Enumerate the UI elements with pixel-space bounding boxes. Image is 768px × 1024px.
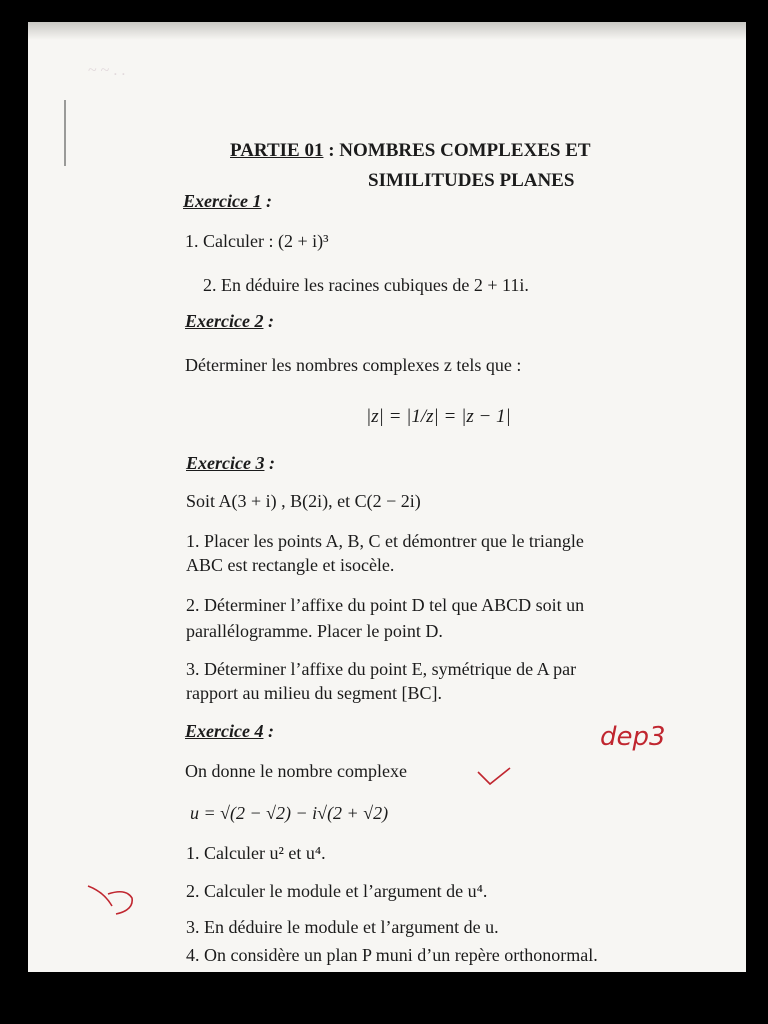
exercise-3-question-1-line-1: 1. Placer les points A, B, C et démontrer que le triangle xyxy=(186,531,584,551)
exercise-1-heading xyxy=(183,190,272,212)
exercise-3-question-3-line-1: 3. Déterminer l’affixe du point E, symétrique de A par xyxy=(186,659,577,679)
exercise-1-question-2: 2. En déduire les racines cubiques de 2 + 11i. xyxy=(203,275,529,295)
exam-sheet xyxy=(28,22,746,972)
exercise-2-formula: |z| = |1/z| = |z − 1| xyxy=(366,406,511,427)
exercise-4-question-1: 1. Calculer u² et u⁴. xyxy=(186,843,326,863)
exercise-4-label: Exercice 4 xyxy=(185,721,264,741)
title-part-rest: : NOMBRES COMPLEXES ET xyxy=(323,140,591,161)
exercise-3-question-1-line-2: ABC est rectangle et isocèle. xyxy=(186,555,395,575)
arrow-icon xyxy=(86,880,140,918)
exercise-3-question-2-line-2: parallélogramme. Placer le point D. xyxy=(186,621,443,641)
exercise-1-question-1: 1. Calculer : (2 + i)³ xyxy=(185,231,329,251)
checkmark-icon xyxy=(476,766,512,788)
handwritten-margin-note: dep3 xyxy=(600,722,666,752)
exercise-4-formula: u = √(2 − √2) − i√(2 + √2) xyxy=(190,803,389,823)
heading-colon: : xyxy=(264,453,275,473)
exercise-3-question-2-line-1: 2. Déterminer l’affixe du point D tel que ABCD soit un xyxy=(186,595,585,615)
exercise-4-heading xyxy=(185,720,274,742)
bleed-through-marks: ~ ~ . . xyxy=(88,62,126,79)
page-crease xyxy=(64,100,66,166)
exercise-3-points: Soit A(3 + i) , B(2i), et C(2 − 2i) xyxy=(186,491,421,511)
title-part-label: PARTIE 01 xyxy=(230,140,324,161)
exercise-2-statement: Déterminer les nombres complexes z tels que : xyxy=(185,355,522,375)
heading-colon: : xyxy=(263,721,274,741)
exercise-1-label: Exercice 1 xyxy=(183,191,262,211)
exercise-3-label: Exercice 3 xyxy=(186,453,265,473)
exercise-3-question-3-line-2: rapport au milieu du segment [BC]. xyxy=(186,683,442,703)
heading-colon: : xyxy=(261,191,272,211)
exercise-4-question-3: 3. En déduire le module et l’argument de u. xyxy=(186,917,499,937)
exercise-3-heading xyxy=(186,452,275,474)
heading-colon: : xyxy=(263,311,274,331)
exercise-2-heading xyxy=(185,310,274,332)
title-line-2: SIMILITUDES PLANES xyxy=(368,170,575,191)
exercise-4-question-2: 2. Calculer le module et l’argument de u⁴. xyxy=(186,881,488,901)
exercise-4-statement: On donne le nombre complexe xyxy=(185,761,407,781)
page-shadow xyxy=(28,22,746,40)
title-line-1 xyxy=(230,140,591,162)
exercise-4-question-4: 4. On considère un plan P muni d’un repère orthonormal. xyxy=(186,945,598,965)
exercise-2-label: Exercice 2 xyxy=(185,311,264,331)
